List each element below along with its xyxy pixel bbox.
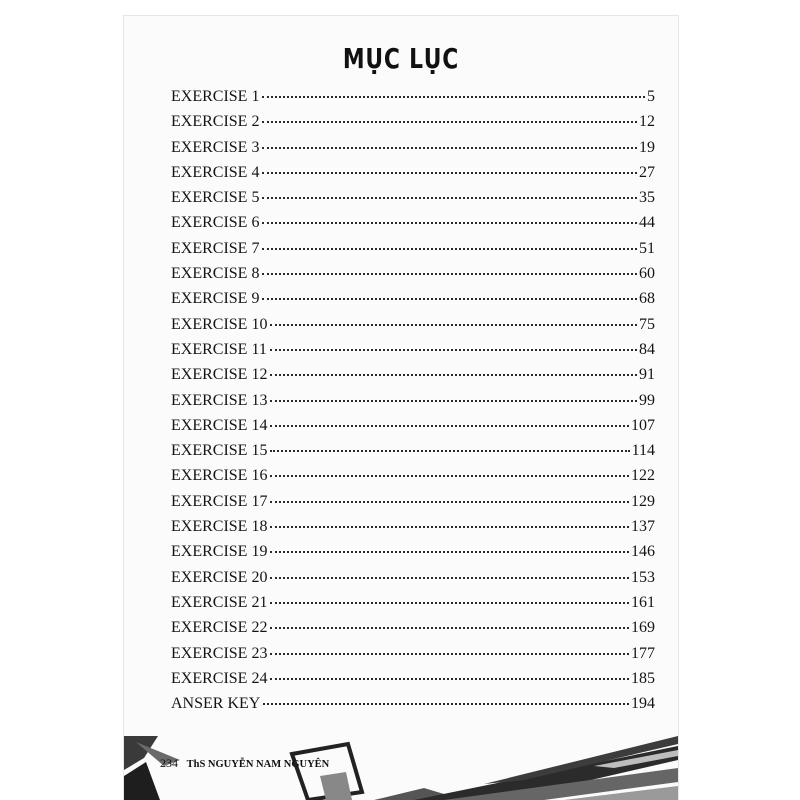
toc-entry [171, 214, 655, 239]
toc-entry [171, 113, 655, 138]
toc-entry [171, 467, 655, 492]
page-footer [124, 736, 678, 800]
toc-entry [171, 164, 655, 189]
toc-entry-page: 91 [639, 366, 655, 384]
toc-entry-page: 169 [631, 619, 655, 637]
dot-leader [270, 627, 629, 629]
toc-entry [171, 695, 655, 720]
toc-entry-label: EXERCISE 23 [171, 644, 268, 662]
toc-entry-label: EXERCISE 14 [171, 416, 268, 434]
dot-leader [270, 425, 629, 427]
dot-leader [262, 147, 637, 149]
dot-leader [263, 703, 629, 705]
toc-entry [171, 645, 655, 670]
toc-entry-label: EXERCISE 18 [171, 518, 268, 536]
toc-entry [171, 290, 655, 315]
toc-entry-label: EXERCISE 1 [171, 88, 260, 105]
toc-entry [171, 670, 655, 695]
dot-leader [270, 526, 629, 528]
toc-entry-page: 27 [639, 163, 655, 181]
toc-entry-page: 68 [639, 290, 655, 308]
toc-entry-page: 146 [631, 543, 655, 561]
footer-author: ThS NGUYỄN NAM NGUYÊN [186, 759, 330, 770]
table-of-contents [171, 88, 655, 720]
footer-separator [181, 758, 184, 770]
toc-entry-page: 99 [639, 391, 655, 409]
toc-entry-page: 114 [631, 442, 655, 460]
toc-entry [171, 594, 655, 619]
dot-leader [270, 653, 629, 655]
toc-entry-page: 44 [639, 214, 655, 232]
toc-entry [171, 392, 655, 417]
toc-entry [171, 543, 655, 568]
book-page [124, 16, 678, 800]
toc-entry-page: 129 [631, 492, 655, 510]
dot-leader [270, 374, 637, 376]
toc-entry-page: 122 [631, 467, 655, 485]
toc-entry-label: EXERCISE 21 [171, 593, 268, 611]
toc-entry [171, 139, 655, 164]
toc-entry-label: EXERCISE 6 [171, 214, 260, 232]
toc-entry-label: EXERCISE 4 [171, 163, 260, 181]
dot-leader [262, 298, 637, 300]
toc-entry-label: EXERCISE 20 [171, 568, 268, 586]
dot-leader [262, 273, 637, 275]
dot-leader [262, 197, 637, 199]
dot-leader [262, 121, 637, 123]
toc-entry-page: 177 [631, 644, 655, 662]
dot-leader [262, 222, 637, 224]
toc-entry-label: EXERCISE 16 [171, 467, 268, 485]
toc-entry-label: EXERCISE 24 [171, 669, 268, 687]
toc-entry-page: 19 [639, 138, 655, 156]
toc-entry-label: EXERCISE 8 [171, 265, 260, 283]
toc-entry-label: EXERCISE 13 [171, 391, 268, 409]
toc-entry-label: EXERCISE 3 [171, 138, 260, 156]
toc-entry-label: EXERCISE 11 [171, 340, 267, 358]
dot-leader [270, 551, 629, 553]
toc-entry [171, 569, 655, 594]
toc-entry [171, 493, 655, 518]
toc-entry-page: 84 [639, 340, 655, 358]
dot-leader [270, 577, 629, 579]
toc-entry [171, 316, 655, 341]
toc-entry [171, 341, 655, 366]
toc-entry-label: EXERCISE 9 [171, 290, 260, 308]
toc-entry-page: 35 [639, 189, 655, 207]
dot-leader [270, 501, 629, 503]
toc-entry-label: EXERCISE 15 [171, 442, 268, 460]
toc-entry-page: 161 [631, 593, 655, 611]
dot-leader [270, 475, 629, 477]
toc-entry-page: 75 [639, 315, 655, 333]
toc-entry-label: EXERCISE 22 [171, 619, 268, 637]
dot-leader [270, 324, 637, 326]
toc-entry-label: EXERCISE 10 [171, 315, 268, 333]
toc-entry-page: 12 [639, 113, 655, 131]
footer-text [160, 756, 329, 771]
toc-entry-page: 107 [631, 416, 655, 434]
footer-page-number: 234 [160, 756, 178, 770]
toc-entry-page: 137 [631, 518, 655, 536]
toc-entry-label: EXERCISE 5 [171, 189, 260, 207]
toc-entry-label: EXERCISE 17 [171, 492, 268, 510]
toc-entry [171, 240, 655, 265]
toc-entry [171, 88, 655, 113]
dot-leader [262, 172, 637, 174]
page-title: MỤC LỤC [342, 42, 460, 75]
dot-leader [270, 678, 629, 680]
toc-entry-label: EXERCISE 7 [171, 239, 260, 257]
dot-leader [270, 400, 637, 402]
toc-entry [171, 366, 655, 391]
toc-entry [171, 442, 655, 467]
toc-entry [171, 417, 655, 442]
toc-entry-page: 153 [631, 568, 655, 586]
toc-entry-page: 194 [631, 695, 655, 713]
toc-entry-label: ANSER KEY [171, 695, 261, 713]
toc-entry-page: 185 [631, 669, 655, 687]
toc-entry-label: EXERCISE 12 [171, 366, 268, 384]
toc-entry [171, 518, 655, 543]
toc-entry-label: EXERCISE 19 [171, 543, 268, 561]
dot-leader [270, 602, 629, 604]
toc-entry-label: EXERCISE 2 [171, 113, 260, 131]
dot-leader [262, 96, 645, 98]
toc-entry [171, 265, 655, 290]
dot-leader [270, 450, 629, 452]
toc-entry [171, 189, 655, 214]
toc-entry-page: 60 [639, 265, 655, 283]
toc-entry [171, 619, 655, 644]
dot-leader [262, 248, 637, 250]
toc-entry-page: 51 [639, 239, 655, 257]
toc-entry-page: 5 [647, 88, 655, 105]
dot-leader [270, 349, 637, 351]
